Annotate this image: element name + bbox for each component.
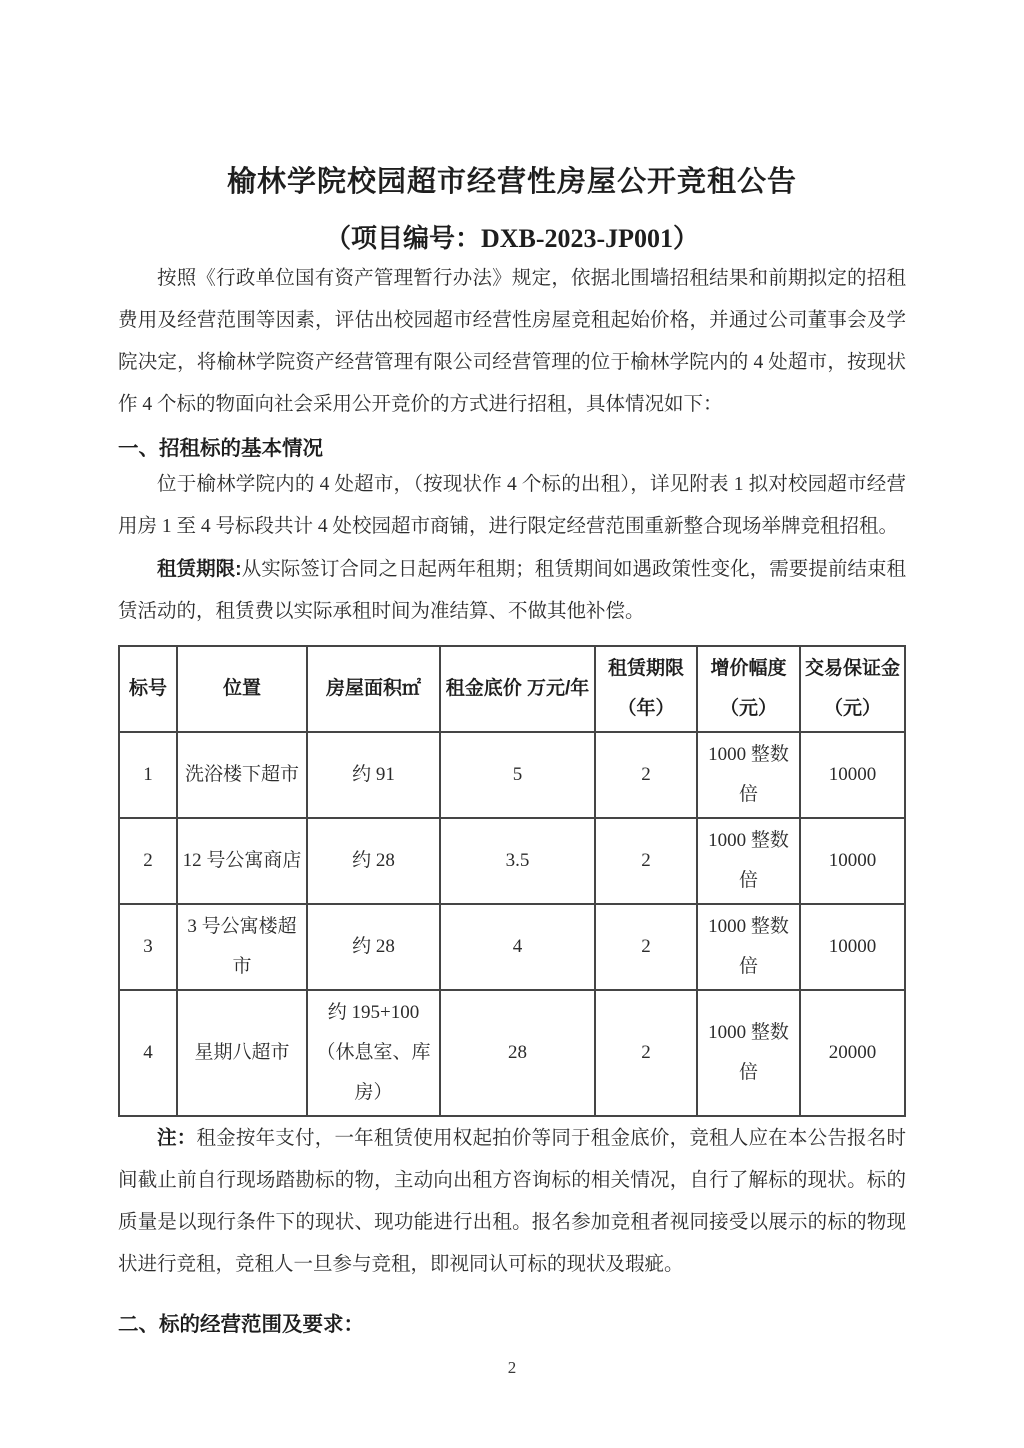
cell-base-rent: 4 xyxy=(440,904,595,990)
cell-lot-number: 1 xyxy=(119,732,177,818)
page-number: 2 xyxy=(507,1358,517,1377)
section-2-heading: 二、标的经营范围及要求： xyxy=(118,1313,364,1336)
cell-area: 约 91 xyxy=(307,732,440,818)
header-increment: 增价幅度 （元） xyxy=(697,646,800,732)
table-row xyxy=(119,990,905,1116)
header-lease-term: 租赁期限 （年） xyxy=(595,646,697,732)
cell-lease-term: 2 xyxy=(595,904,697,990)
cell-area: 约 28 xyxy=(307,904,440,990)
section-1-heading: 一、招租标的基本情况 xyxy=(118,437,323,460)
lease-term-label: 租赁期限: xyxy=(157,558,242,580)
cell-base-rent: 5 xyxy=(440,732,595,818)
header-area: 房屋面积㎡ xyxy=(307,646,440,732)
cell-deposit: 10000 xyxy=(800,904,905,990)
cell-lot-number: 4 xyxy=(119,990,177,1116)
cell-area: 约 195+100 （休息室、库房） xyxy=(307,990,440,1116)
lease-term-paragraph xyxy=(118,548,906,633)
section-1-paragraph: 位于榆林学院内的 4 处超市，（按现状作 4 个标的出租），详见附表 1 拟对校园超市经营用房 1 至 4 号标段共计 4 处校园超市商铺，进行限定经营范围重新整合现场举牌竞租招租。 xyxy=(118,474,906,537)
header-base-rent: 租金底价 万元/年 xyxy=(440,646,595,732)
header-lot-number: 标号 xyxy=(119,646,177,732)
cell-lot-number: 2 xyxy=(119,818,177,904)
cell-increment: 1000 整数倍 xyxy=(697,990,800,1116)
page-title: 榆林学院校园超市经营性房屋公开竞租公告 xyxy=(226,166,797,198)
cell-lease-term: 2 xyxy=(595,732,697,818)
cell-deposit: 10000 xyxy=(800,818,905,904)
header-location: 位置 xyxy=(177,646,307,732)
table-header-row xyxy=(119,646,905,732)
cell-base-rent: 28 xyxy=(440,990,595,1116)
note-label: 注： xyxy=(157,1127,197,1149)
cell-location: 12 号公寓商店 xyxy=(177,818,307,904)
document-content xyxy=(118,0,906,1380)
cell-location: 3 号公寓楼超市 xyxy=(177,904,307,990)
note-text: 租金按年支付，一年租赁使用权起拍价等同于租金底价，竞租人应在本公告报名时间截止前自行现场踏勘标的物，主动向出租方咨询标的相关情况，自行了解标的现状。标的质量是以现行条件下的现状、现功能进行出租。报名参加竞租者视同接受以展示的标的物现状进行竞租，竞租人一旦参与竞租，即视同认可标的现状及瑕疵。 xyxy=(118,1128,906,1275)
cell-lease-term: 2 xyxy=(595,990,697,1116)
cell-increment: 1000 整数倍 xyxy=(697,732,800,818)
cell-lease-term: 2 xyxy=(595,818,697,904)
table-row xyxy=(119,904,905,990)
cell-location: 洗浴楼下超市 xyxy=(177,732,307,818)
lease-term-text: 从实际签订合同之日起两年租期；租赁期间如遇政策性变化，需要提前结束租赁活动的，租赁费以实际承租时间为准结算、不做其他补偿。 xyxy=(118,559,906,622)
table-row xyxy=(119,732,905,818)
cell-base-rent: 3.5 xyxy=(440,818,595,904)
cell-deposit: 20000 xyxy=(800,990,905,1116)
cell-increment: 1000 整数倍 xyxy=(697,818,800,904)
header-deposit: 交易保证金 （元） xyxy=(800,646,905,732)
cell-area: 约 28 xyxy=(307,818,440,904)
cell-increment: 1000 整数倍 xyxy=(697,904,800,990)
project-number: （项目编号：DXB-2023-JP001） xyxy=(324,224,700,253)
table-row xyxy=(119,818,905,904)
bid-lots-table xyxy=(118,645,906,1117)
note-paragraph xyxy=(118,1117,906,1286)
cell-lot-number: 3 xyxy=(119,904,177,990)
cell-location: 星期八超市 xyxy=(177,990,307,1116)
intro-paragraph: 按照《行政单位国有资产管理暂行办法》规定，依据北围墙招租结果和前期拟定的招租费用及经营范围等因素，评估出校园超市经营性房屋竞租起始价格，并通过公司董事会及学院决定，将榆林学院资产经营管理有限公司经营管理的位于榆林学院内的 4 处超市，按现状作 4 个标的物面向社会采用公开竞价的方式进行招租，具体情况如下： xyxy=(118,268,906,415)
cell-deposit: 10000 xyxy=(800,732,905,818)
